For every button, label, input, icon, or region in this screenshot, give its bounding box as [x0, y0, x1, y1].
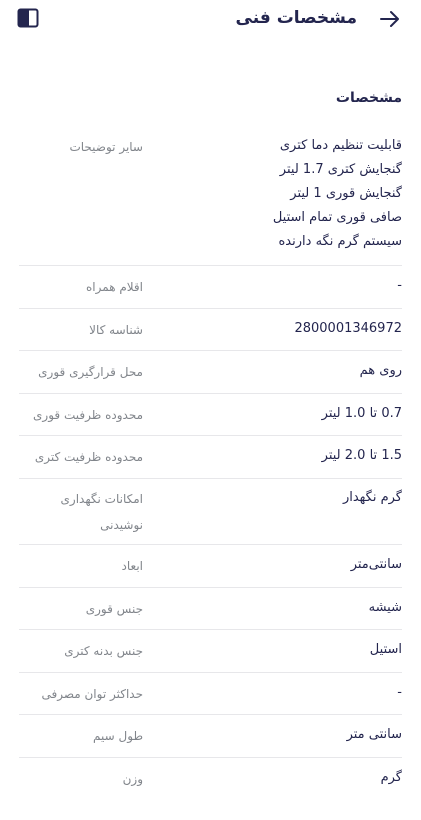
specs-list	[19, 124, 402, 800]
spec-value-line: گرم نگهدار	[342, 490, 402, 505]
spec-value	[143, 402, 402, 426]
spec-value-line: قابلیت تنظیم دما کتری	[279, 138, 402, 153]
spec-row	[19, 673, 402, 715]
spec-value-line: 1.5 تا 2.0 لیتر	[321, 448, 402, 463]
spec-value	[143, 766, 402, 790]
back-button[interactable]	[379, 8, 401, 30]
spec-value	[143, 317, 402, 341]
spec-row	[19, 124, 402, 266]
spec-row	[19, 479, 402, 545]
spec-row	[19, 545, 402, 588]
arrow-right-icon	[379, 8, 401, 30]
spec-row	[19, 351, 402, 394]
spec-value	[143, 359, 402, 383]
spec-value	[143, 638, 402, 662]
spec-label: محل قرارگیری قوری	[38, 365, 143, 379]
spec-value	[143, 553, 402, 577]
spec-value-line: سیستم گرم نگه دارنده	[278, 234, 402, 249]
spec-label: وزن	[122, 772, 143, 786]
spec-label: جنس قوری	[85, 602, 143, 616]
spec-value-line: استیل	[369, 642, 402, 657]
spec-label: ابعاد	[121, 559, 143, 573]
spec-label: جنس بدنه کتری	[64, 644, 143, 658]
spec-label: سایر توضیحات	[69, 140, 143, 154]
spec-value-line: 0.7 تا 1.0 لیتر	[321, 406, 402, 421]
spec-label: امکانات نگهداری نوشیدنی	[60, 492, 143, 532]
spec-value-line: -	[397, 278, 402, 293]
spec-value	[143, 486, 402, 510]
spec-row	[19, 436, 402, 479]
spec-row	[19, 630, 402, 673]
section-title: مشخصات	[335, 90, 402, 106]
header	[0, 0, 421, 40]
spec-row	[19, 588, 402, 630]
spec-value-line: 2800001346972	[294, 321, 402, 336]
spec-label: حداکثر توان مصرفی	[41, 687, 143, 701]
spec-value	[143, 444, 402, 468]
spec-value-line: شیشه	[368, 600, 402, 615]
spec-value	[143, 681, 402, 705]
page-title: مشخصات فنی	[235, 8, 357, 28]
compare-button[interactable]	[17, 8, 39, 28]
spec-value	[143, 723, 402, 747]
spec-value	[143, 274, 402, 298]
spec-value-line: -	[397, 685, 402, 700]
spec-value-line: صافی قوری تمام استیل	[272, 210, 402, 225]
spec-row	[19, 266, 402, 309]
spec-value-line: سانتی‌متر	[350, 557, 402, 572]
spec-value	[143, 596, 402, 620]
spec-label: شناسه کالا	[89, 323, 143, 337]
spec-row	[19, 715, 402, 758]
spec-value-line: گرم	[380, 770, 402, 785]
spec-value-line: روی هم	[359, 363, 402, 378]
spec-row	[19, 309, 402, 351]
spec-label: محدوده ظرفیت کتری	[34, 450, 143, 464]
spec-label: اقلام همراه	[86, 280, 143, 294]
spec-value-line: گنجایش قوری 1 لیتر	[290, 186, 402, 201]
spec-row	[19, 758, 402, 800]
compare-icon	[17, 8, 39, 28]
spec-label: محدوده ظرفیت قوری	[33, 408, 143, 422]
spec-value	[143, 134, 402, 254]
spec-row	[19, 394, 402, 436]
spec-value-line: سانتی متر	[346, 727, 402, 742]
spec-value-line: گنجایش کتری 1.7 لیتر	[279, 162, 402, 177]
spec-label: طول سیم	[93, 729, 143, 743]
